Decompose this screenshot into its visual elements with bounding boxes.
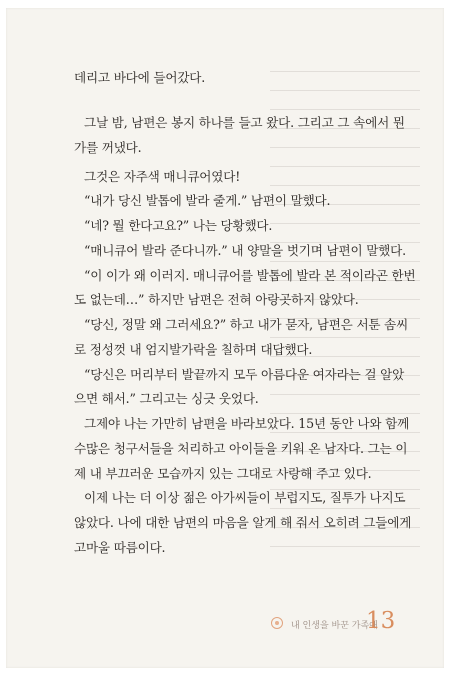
text-line: 도 없는데…” 하지만 남편은 전혀 아랑곳하지 않았다. [74, 292, 359, 307]
text-line: 으면 해서.” 그리고는 싱긋 웃었다. [74, 391, 259, 406]
text-line: 않았다. 나에 대한 남편의 마음을 알게 해 줘서 오히려 그들에게 [74, 515, 412, 530]
text-line: 제 내 부끄러운 모습까지 있는 그대로 사랑해 주고 있다. [74, 466, 372, 481]
text-line: “당신, 정말 왜 그러세요?” 하고 내가 묻자, 남편은 서툰 솜씨 [84, 317, 409, 332]
text-line: 수많은 청구서들을 처리하고 아이들을 키워 온 남자다. 그는 이 [74, 441, 408, 456]
text-line: 그날 밤, 남편은 봉지 하나를 들고 왔다. 그리고 그 속에서 뭔 [84, 115, 405, 130]
text-line: 그것은 자주색 매니큐어였다! [84, 169, 241, 184]
text-line: 로 정성껏 내 엄지발가락을 칠하며 대답했다. [74, 342, 313, 357]
page-number: 13 [366, 608, 396, 634]
book-emblem-icon [271, 617, 283, 629]
text-line: 데리고 바다에 들어갔다. [74, 70, 206, 85]
page-footer [271, 608, 411, 636]
text-line: “매니큐어 발라 준다니까.” 내 양말을 벗기며 남편이 말했다. [84, 243, 406, 258]
book-page [6, 8, 444, 668]
text-line: “이 이가 왜 이러지. 매니큐어를 발톱에 발라 본 적이라곤 한번 [84, 268, 416, 283]
text-line: 가를 꺼냈다. [74, 140, 142, 155]
text-line: 이제 나는 더 이상 젊은 아가씨들이 부럽지도, 질투가 나지도 [84, 490, 406, 505]
text-line: “내가 당신 발톱에 발라 줄게.” 남편이 말했다. [84, 193, 331, 208]
text-line: 그제야 나는 가만히 남편을 바라보았다. 15년 동안 나와 함께 [84, 416, 410, 431]
text-line: 고마울 따름이다. [74, 540, 166, 555]
text-line: “당신은 머리부터 발끝까지 모두 아름다운 여자라는 걸 알았 [84, 367, 405, 382]
text-line: “네? 뭘 한다고요?” 나는 당황했다. [84, 218, 273, 233]
book-title: 내 인생을 바꾼 가족애 [291, 621, 378, 631]
